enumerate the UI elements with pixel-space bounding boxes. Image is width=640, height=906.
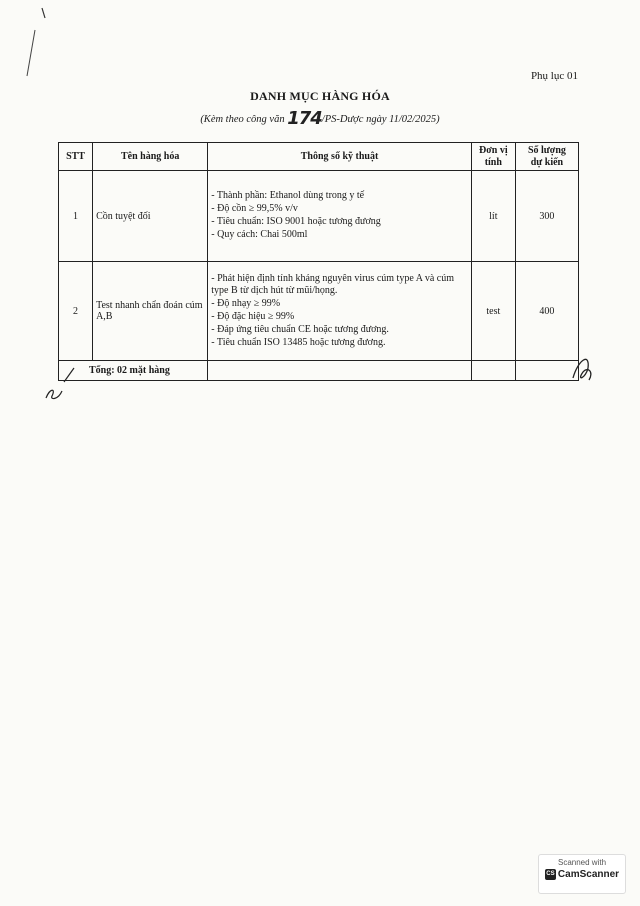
cell-stt: 2 (59, 262, 93, 361)
cell-name: Cồn tuyệt đối (93, 171, 208, 262)
appendix-label: Phụ lục 01 (530, 70, 578, 82)
cell-qty: 300 (515, 171, 578, 262)
header-unit-line2: tính (484, 156, 502, 168)
watermark-line2-wrap (539, 869, 625, 880)
scan-edge-line (27, 30, 35, 76)
total-label: Tổng: 02 mặt hàng (59, 361, 208, 381)
spec-line: - Thành phần: Ethanol dùng trong y tế (211, 190, 365, 202)
goods-table (58, 142, 579, 381)
spec-line: - Độ cồn ≥ 99,5% v/v (211, 203, 298, 215)
header-qty-line1: Số lượng (527, 144, 566, 156)
camscanner-icon: CS (545, 869, 556, 880)
spec-line: - Tiêu chuẩn ISO 13485 hoặc tương đương. (211, 336, 386, 348)
spec-line: - Đáp ứng tiêu chuẩn CE hoặc tương đương. (211, 323, 389, 335)
cell-spec (208, 262, 472, 361)
table-row (59, 171, 579, 262)
header-unit (471, 143, 515, 171)
cell-stt: 1 (59, 171, 93, 262)
initials-signature-left (46, 390, 62, 398)
subtitle-suffix: /PS-Dược ngày 11/02/2025) (321, 114, 440, 125)
header-name: Tên hàng hóa (93, 143, 208, 171)
header-qty-line2: dự kiến (530, 156, 564, 168)
document-title: DANH MỤC HÀNG HÓA (250, 89, 390, 103)
cell-unit: lít (471, 171, 515, 262)
subtitle-prefix: (Kèm theo công văn (200, 114, 288, 125)
cell-unit: test (471, 262, 515, 361)
scan-edge-mark (42, 8, 45, 18)
document-subtitle (0, 106, 640, 127)
total-empty-qty (515, 361, 578, 381)
table-row (59, 262, 579, 361)
cell-spec (208, 171, 472, 262)
handwritten-document-number: 174 (287, 108, 322, 129)
header-spec: Thông số kỹ thuật (208, 143, 472, 171)
table-total-row (59, 361, 579, 381)
spec-line: - Độ nhạy ≥ 99% (211, 298, 281, 310)
watermark-line1: Scanned with (557, 858, 607, 867)
spec-line: - Tiêu chuẩn: ISO 9001 hoặc tương đương (211, 216, 381, 227)
header-stt: STT (59, 143, 93, 171)
total-empty-unit (471, 361, 515, 381)
total-empty-spec (208, 361, 472, 381)
spec-line: - Độ đặc hiệu ≥ 99% (211, 311, 295, 322)
spec-line: - Quy cách: Chai 500ml (211, 228, 308, 240)
header-unit-line1: Đơn vị (479, 144, 508, 156)
cell-name: Test nhanh chẩn đoán cúm A,B (93, 262, 208, 361)
cell-qty: 400 (515, 262, 578, 361)
table-header-row (59, 143, 579, 171)
spec-line: - Phát hiện định tính kháng nguyên virus cúm type A và cúm type B từ dịch hút từ mũi/họng. (211, 272, 455, 297)
header-qty (515, 143, 578, 171)
watermark-line2: CamScanner (557, 869, 620, 881)
camscanner-watermark (538, 854, 626, 894)
